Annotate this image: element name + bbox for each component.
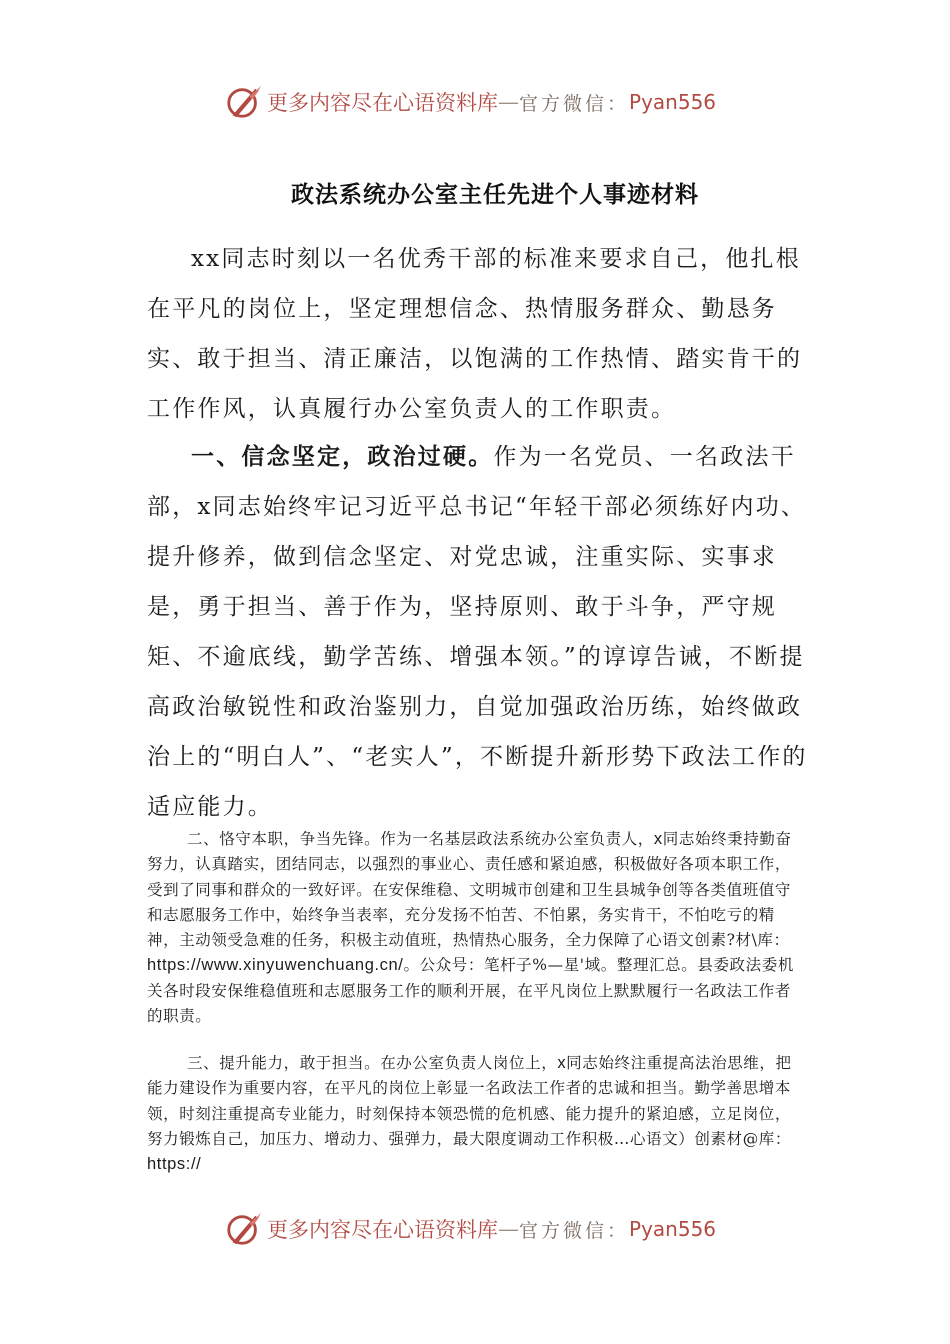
quill-pen-logo-icon bbox=[225, 1210, 263, 1248]
banner-wechat-label: 官方微信： bbox=[519, 1219, 630, 1242]
paragraph-intro-text: xx同志时刻以一名优秀干部的标准来要求自己，他扎根在平凡的岗位上，坚定理想信念、热情服务群众、勤恳务实、敢于担当、清正廉洁，以饱满的工作热情、踏实肯干的工作作风，认真履行办公室负责人的工作职责。 bbox=[147, 246, 803, 422]
section-three-url: https:// bbox=[147, 1155, 202, 1174]
banner-dash: — bbox=[498, 1217, 519, 1241]
section-one-heading: 一、信念坚定，政治过硬。 bbox=[191, 444, 494, 470]
banner-dash: — bbox=[498, 90, 519, 114]
footer-watermark-banner bbox=[225, 1207, 745, 1251]
banner-wechat-id: Pyan556 bbox=[629, 90, 717, 114]
paragraph-section-three bbox=[147, 1051, 802, 1177]
section-two-x: x bbox=[653, 830, 663, 848]
document-title: 政法系统办公室主任先进个人事迹材料 bbox=[291, 182, 699, 208]
section-three-text-b: 同志始终注重提高法治思维，把能力建设作为重要内容，在平凡的岗位上彰显一名政法工作者的忠诚和担当。勤学善思增本领，时刻注重提高专业能力，时刻保持本领恐慌的危机感、能力提升的紧迫感，立足岗位，努力锻炼自己，加压力、增动力、强弹力，最大限度调动工作积极…心语文）创素材@库： bbox=[147, 1054, 792, 1148]
banner-text: 更多内容尽在心语资料库 bbox=[267, 91, 498, 115]
banner-wechat-label: 官方微信： bbox=[519, 92, 630, 115]
section-three-x: x bbox=[557, 1054, 567, 1072]
section-two-text-b: 同志始终秉持勤奋努力，认真踏实，团结同志，以强烈的事业心、责任感和紧迫感，积极做好各项本职工作，受到了同事和群众的一致好评。在安保维稳、文明城市创建和卫生县城争创等各类值班值守和志愿服务工作中，始终争当表率，充分发扬不怕苦、不怕累，务实肯干，不怕吃亏的精神，主动领受急难的任务，积极主动值班，热情热心服务，全力保障了心语文创素?材\库： bbox=[147, 830, 792, 950]
paragraph-intro bbox=[147, 234, 812, 434]
section-three-text-a: 三、提升能力，敢于担当。在办公室负责人岗位上， bbox=[187, 1054, 558, 1072]
paragraph-section-one bbox=[147, 432, 812, 832]
banner-wechat-id: Pyan556 bbox=[629, 1217, 717, 1241]
section-two-url: https://www.xinyuwenchuang.cn/ bbox=[147, 956, 404, 975]
banner-text: 更多内容尽在心语资料库 bbox=[267, 1218, 498, 1242]
section-two-text-a: 二、恪守本职，争当先锋。作为一名基层政法系统办公室负责人， bbox=[187, 830, 654, 848]
section-one-body: 作为一名党员、一名政法干部，x同志始终牢记习近平总书记“年轻干部必须练好内功、提升修养，做到信念坚定、对党忠诚，注重实际、实事求是，勇于担当、善于作为，坚持原则、敢于斗争，严守规矩、不逾底线，勤学苦练、增强本领。”的谆谆告诫，不断提高政治敏锐性和政治鉴别力，自觉加强政治历练，始终做政治上的“明白人”、“老实人”，不断提升新形势下政法工作的适应能力。 bbox=[147, 444, 808, 820]
paragraph-section-two bbox=[147, 827, 802, 1029]
quill-pen-logo-icon bbox=[225, 83, 263, 121]
section-two-text-c: 。公众号：笔杆子%—星'域。整理汇总。县委政法委机关各时段安保维稳值班和志愿服务工作的顺利开展，在平凡岗位上默默履行一名政法工作者的职责。 bbox=[147, 956, 794, 1026]
header-watermark-banner bbox=[225, 80, 745, 124]
